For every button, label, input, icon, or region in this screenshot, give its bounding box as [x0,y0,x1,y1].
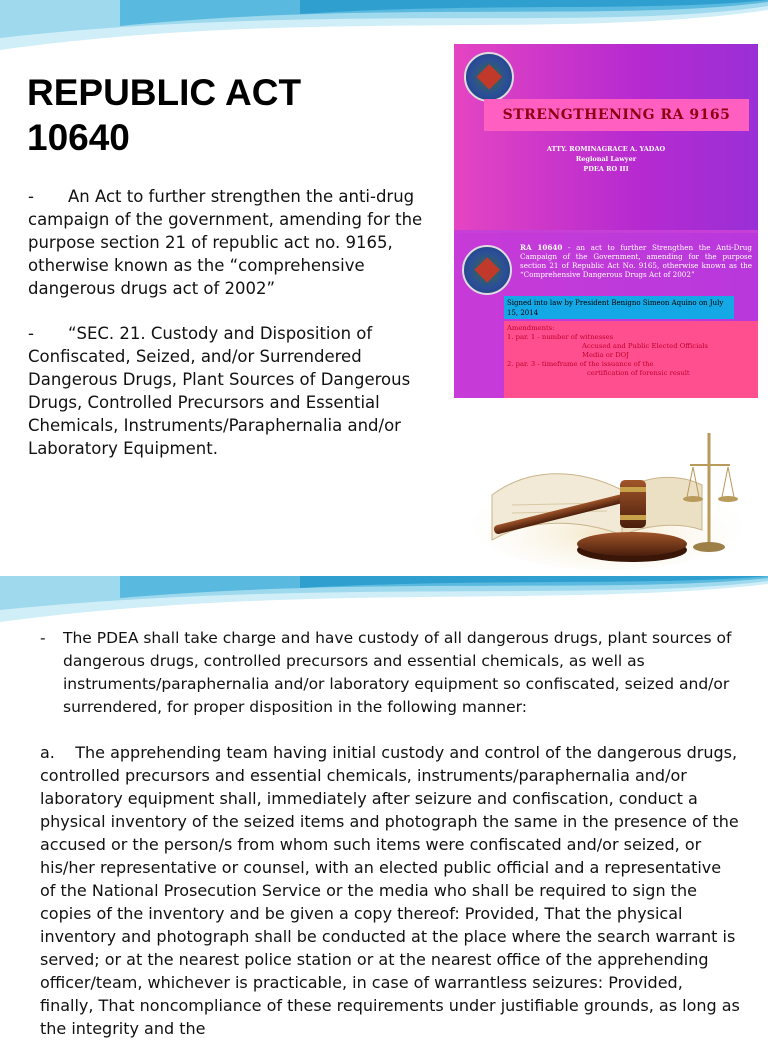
poster-office: PDEA RO III [583,165,629,173]
poster-ra-desc: - an act to further Strengthen the Anti-Drug Campaign of the Government, amending for the purpose section 21 of Republic Act No. 9165, otherwise known as the “Comprehensive Dangerous Drugs Act of 2002” [520,243,753,279]
title-line-1: REPUBLIC ACT [27,72,302,113]
bullet-marker: - [28,324,34,343]
gavel-book-scales-image [472,425,742,570]
amend-line: certification of forensic result [587,369,690,377]
poster-author: ATTY. ROMINAGRACE A. YADAO [546,145,666,153]
pdea-custody-bullet [40,627,750,719]
amend-line: 2. par. 3 - timeframe of the issuance of the [507,360,654,368]
poster-author-block [454,144,758,174]
pdea-seal-icon [462,245,512,295]
strengthening-ra-poster-image [454,44,758,398]
bullet-section-21 [28,322,438,460]
bullet-marker: - [40,629,46,647]
poster-ra-label: RA 10640 [520,243,563,252]
paragraph-a: a. The apprehending team having initial custody and control of the dangerous drugs, controlled precursors and essential chemicals, instruments/paraphernalia and/or laboratory equipment shall, immediately after seizure and confiscation, conduct a physical inventory of the seized items and photograph the same in the presence of the accused or the person/s from whom such items were confiscated and/or seized, or his/her representative or counsel, with an elected public official and a representative of the National Prosecution Service or the media who shall be required to sign the copies of the inventory and be given a copy thereof: Provided, That the physical inventory and photograph shall be conducted at the place where the search warrant is served; or at the nearest police station or at the nearest office of the apprehending officer/team, whichever is practicable, in case of warrantless seizures: Provided, finally, That noncompliance of these requirements under justifiable grounds, as long as the integrity and the [40,743,740,1038]
bullet-marker: - [28,187,34,206]
slide-2 [0,576,768,1038]
amend-title: Amendments: [507,324,555,332]
pdea-seal-icon [464,52,514,102]
poster-ra-summary [520,243,752,279]
title-line-2: 10640 [27,117,130,158]
bullet-text: An Act to further strengthen the anti-drug campaign of the government, amending for the purpose section 21 of republic act no. 9165, otherwise known as the “comprehensive dangerous drugs act of 2002” [28,187,423,298]
poster-headline: STRENGTHENING RA 9165 [484,99,749,131]
poster-title-panel [454,44,758,230]
poster-amendments [504,321,758,398]
bullet-act-description [28,185,438,300]
poster-signed-note: Signed into law by President Benigno Simeon Aquino on July 15, 2014 [504,296,734,319]
slide-title [27,70,427,160]
bullet-text: The PDEA shall take charge and have custody of all dangerous drugs, plant sources of dangerous drugs, controlled precursors and essential chemicals, as well as instruments/paraphernalia and/or laboratory equipment so confiscated, seized and/or surrendered, for proper disposition in the following manner: [63,629,732,716]
amend-line: 1. par. 1 - number of witnesses [507,333,614,341]
poster-summary-panel [454,233,758,398]
amend-line: Media or DOJ [582,351,629,359]
bullet-text: “SEC. 21. Custody and Disposition of Confiscated, Seized, and/or Surrendered Dangerous Drugs, Plant Sources of Dangerous Drugs, Controlled Precursors and Essential Chemicals, Instruments/Paraphernalia and/or Laboratory Equipment. [28,324,411,458]
poster-role: Regional Lawyer [575,155,637,163]
amend-line: Accused and Public Elected Officials [582,342,708,350]
